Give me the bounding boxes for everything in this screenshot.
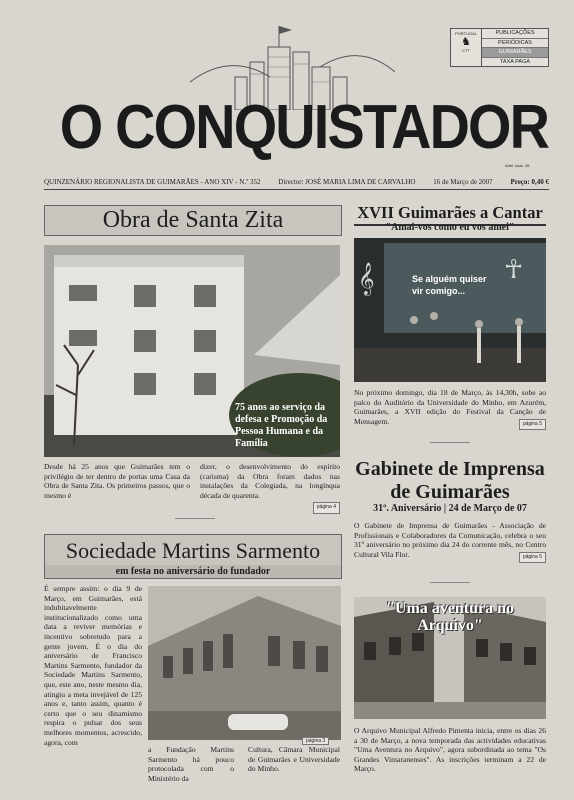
gabinete-page-ref[interactable]: página 5 <box>519 552 546 564</box>
section-divider <box>430 442 470 443</box>
xvii-body-text: No próximo domingo, dia 18 de Março, às 14,30h, sobe ao palco do Auditório da Universidade do Minho, em Azurém, Guimarães, a XVII edição do Festival da Canção de Mensagem. <box>354 388 546 426</box>
xvii-stage-photo <box>354 238 546 382</box>
director-info: Director: JOSÉ MARIA LIMA DE CARVALHO <box>278 178 416 186</box>
svg-text:𝄞: 𝄞 <box>358 262 375 295</box>
ctt-horse-logo: ♞ <box>461 36 471 48</box>
postal-line-1: PUBLICAÇÕES <box>482 29 548 39</box>
issue-info-bar <box>44 178 549 190</box>
gabinete-body-text: O Gabinete de Imprensa de Guimarães - Associação de Profissionais e Colaboradores da Comunicação, celebra o seu 31º aniversário no próximo dia 24 do corrente mês, no Centro Cultural Vila Flor. <box>354 521 546 559</box>
xvii-headline: XVII Guimarães a Cantar <box>354 203 546 226</box>
zita-page-ref[interactable]: página 4 <box>313 502 340 514</box>
sarmento-column-1: É sempre assim: o dia 9 de Março, em Guimarães, está indubitavelmente institucionalizado como uma data a reviver memórias e incentivo sobretudo para a gente jovem. É o dia do aniversário de Francisco Martins Sarmento, fundador da Sociedade Martins Sarmento, que, este ano, neste mesmo dia, atingiu a meta invejável de 125 anos e, tanto assim, quanto é certo que o seu dinamismo respira o pulsar dos seus melhores momentos, acrescido, agora, com <box>44 584 142 747</box>
postal-line-3: GUIMARÃES <box>482 48 548 58</box>
sarmento-column-2: a Fundação Martins Sarmento há pouco protocolada com o Ministério da <box>148 745 234 783</box>
masthead-small-tag: Adel. Iauz. 45 <box>505 163 530 168</box>
sarmento-column-3: Cultura, Câmara Municipal de Guimarães e Universidade do Minho. <box>248 745 340 774</box>
issue-info: QUINZENÁRIO REGIONALISTA DE GUIMARÃES - ANO XIV - N.º 352 <box>44 178 261 186</box>
sarmento-headline: Sociedade Martins Sarmento <box>44 534 342 567</box>
svg-text:☥: ☥ <box>504 255 524 285</box>
gabinete-body <box>354 521 546 563</box>
xvii-page-ref[interactable]: página 5 <box>519 419 546 431</box>
arquivo-body: O Arquivo Municipal Alfredo Pimenta inicia, entre os dias 26 a 30 de Março, a nova temporada das actividades educativas "Uma Aventura no Arquivo", agora subordinada ao tema "Os Grandes Vimaranenses". As inscrições terminam a 22 de Março. <box>354 726 546 774</box>
sarmento-subheadline: em festa no aniversário do fundador <box>44 565 342 579</box>
sarmento-page-ref[interactable]: página 3 <box>302 737 329 745</box>
sarmento-photo-illustration <box>148 586 341 740</box>
zita-headline: Obra de Santa Zita <box>44 205 342 236</box>
zita-column-2 <box>200 462 340 514</box>
sarmento-building-photo <box>148 586 341 740</box>
xvii-subheadline: "Amai-vos como eu vos amei" <box>385 222 515 233</box>
xvii-body <box>354 388 546 430</box>
postal-line-2: PERIÓDICAS <box>482 39 548 49</box>
xvii-banner-text: Se alguém quiser vir comigo... <box>412 274 487 296</box>
postal-line-4: TAXA PAGA <box>499 58 531 65</box>
postal-ctt: CTT <box>462 48 470 53</box>
arquivo-headline: "Uma aventura no Arquivo" <box>386 600 514 634</box>
zita-column-1: Desde há 25 anos que Guimarães tem o privilégio de ter dentro de portas uma Casa da Obra de Santa Zita. Os primeiros passos, que o mesmo é <box>44 462 190 500</box>
postal-country: PORTUGAL <box>455 31 477 36</box>
section-divider <box>430 582 470 583</box>
zita-column-2-text: dizer, o desenvolvimento do espírito (carisma) da Obra foram dados nas instalações da Colegiada, na longínqua década de quarenta. <box>200 462 340 500</box>
section-divider <box>175 518 215 519</box>
gabinete-subheadline: 31º. Aniversário | 24 de Março de 07 <box>373 503 527 514</box>
issue-date: 16 de Março de 2007 <box>433 178 493 186</box>
zita-photo-caption: 75 anos ao serviço da defesa e Promoção da Pessoa Humana e da Família <box>235 402 328 449</box>
xvii-photo-illustration <box>354 238 546 382</box>
issue-price: Preço: 0,40 € <box>510 178 549 186</box>
newspaper-masthead: O CONQUISTADOR <box>59 93 549 162</box>
postal-permit-box <box>450 28 549 67</box>
gabinete-headline: Gabinete de Imprensa de Guimarães <box>355 458 545 503</box>
